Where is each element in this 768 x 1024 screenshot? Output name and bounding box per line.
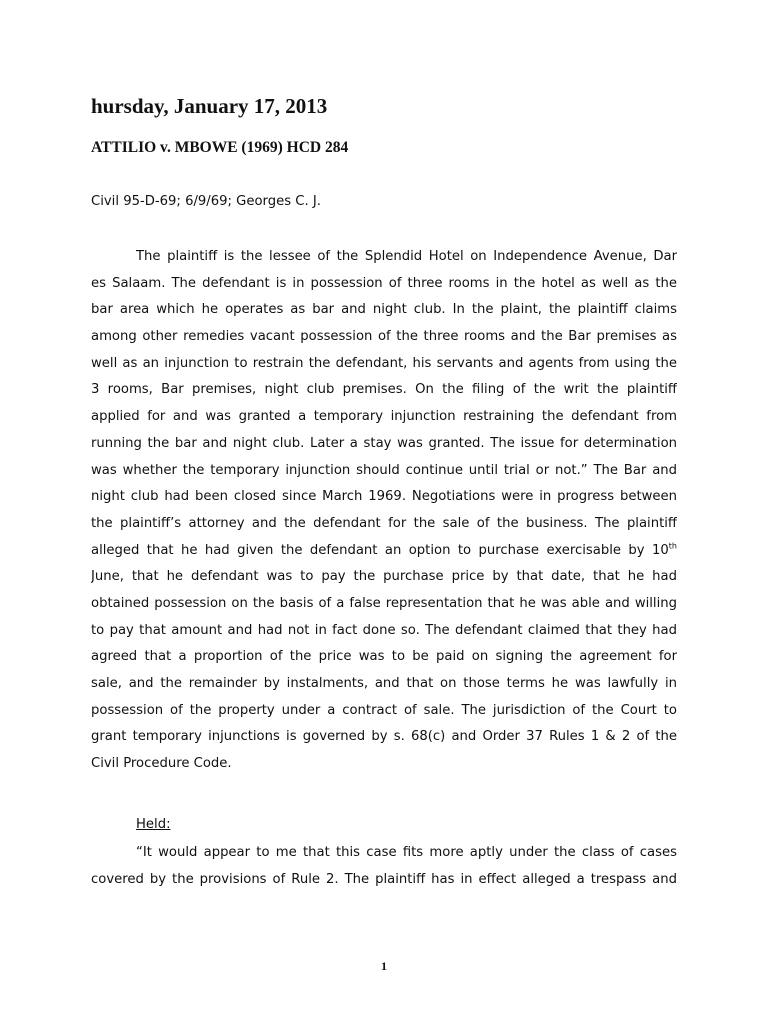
held-line: “It would appear to me that this case fits more aptly under the class of cases [136,845,677,860]
held-line: covered by the provisions of Rule 2. The plaintiff has in effect alleged a trespass and [91,871,677,887]
paragraph-line: to pay that amount and had not in fact done so. The defendant claimed that they had [91,622,677,638]
paragraph-line: night club had been closed since March 1969. Negotiations were in progress between [91,489,677,505]
paragraph-line: bar area which he operates as bar and night club. In the plaint, the plaintiff claims [91,302,677,318]
paragraph-line: possession of the property under a contract of sale. The jurisdiction of the Court to [91,702,677,718]
paragraph-line: well as an injunction to restrain the defendant, his servants and agents from using the [91,355,677,371]
paragraph-line: was whether the temporary injunction should continue until trial or not.” The Bar and [91,462,677,478]
paragraph-line-text: alleged that he had given the defendant an option to purchase exercisable by 10 [91,542,669,558]
paragraph-line: applied for and was granted a temporary injunction restraining the defendant from [91,409,677,425]
page-number: 1 [381,959,387,973]
paragraph-line: grant temporary injunctions is governed by s. 68(c) and Order 37 Rules 1 & 2 of the [91,729,677,745]
facts-paragraph [91,244,677,778]
paragraph-line: June, that he defendant was to pay the purchase price by that date, that he had [91,569,677,585]
paragraph-line: agreed that a proportion of the price was to be paid on signing the agreement for [91,649,677,665]
paragraph-line: The plaintiff is the lessee of the Splendid Hotel on Independence Avenue, Dar [136,249,677,264]
date-heading: hursday, January 17, 2013 [91,94,328,118]
paragraph-line: the plaintiff’s attorney and the defendant for the sale of the business. The plaintiff [91,515,677,531]
paragraph-line: sale, and the remainder by instalments, and that on those terms he was lawfully in [91,676,677,691]
paragraph-line: Civil Procedure Code. [91,756,232,772]
paragraph-line-with-ordinal [91,538,677,565]
paragraph-line: 3 rooms, Bar premises, night club premises. On the filing of the writ the plaintiff [91,382,677,398]
case-citation: Civil 95-D-69; 6/9/69; Georges C. J. [91,194,321,209]
ordinal-superscript: th [668,541,677,551]
paragraph-line: running the bar and night club. Later a stay was granted. The issue for determination [91,435,677,451]
case-title: ATTILIO v. MBOWE (1969) HCD 284 [91,139,349,156]
paragraph-line: obtained possession on the basis of a false representation that he was able and willing [91,595,677,611]
held-paragraph [91,840,677,893]
paragraph-line: es Salaam. The defendant is in possession of three rooms in the hotel as well as the [91,275,677,291]
paragraph-line: among other remedies vacant possession of the three rooms and the Bar premises as [91,329,677,345]
held-heading: Held: [136,817,171,832]
